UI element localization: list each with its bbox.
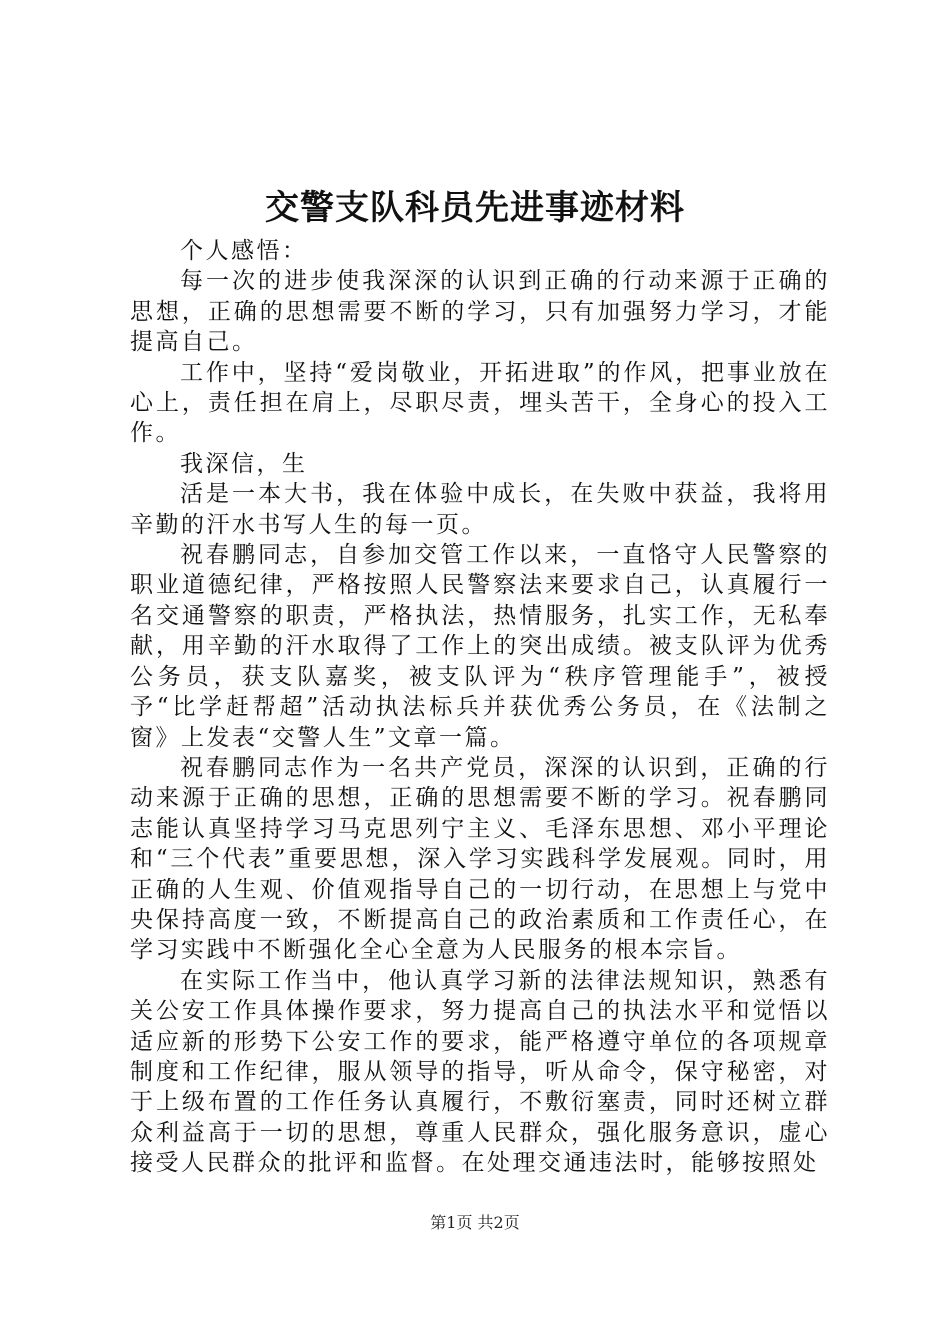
paragraph: 祝春鹏同志，自参加交管工作以来，一直恪守人民警察的职业道德纪律，严格按照人民警察法来要求自己，认真履行一名交通警察的职责，严格执法，热情服务，扎实工作，无私奉献，用辛勤的汗水取得了工作上的突出成绩。被支队评为优秀公务员，获支队嘉奖，被支队评为“秩序管理能手”，被授予“比学赶帮超”活动执法标兵并获优秀公务员，在《法制之窗》上发表“交警人生”文章一篇。 xyxy=(130,542,830,751)
paragraph: 祝春鹏同志作为一名共产党员，深深的认识到，正确的行动来源于正确的思想，正确的思想需要不断的学习。祝春鹏同志能认真坚持学习马克思列宁主义、毛泽东思想、邓小平理论和“三个代表”重要思想，深入学习实践科学发展观。同时，用正确的人生观、价值观指导自己的一切行动，在思想上与党中央保持高度一致，不断提高自己的政治素质和工作责任心，在学习实践中不断强化全心全意为人民服务的根本宗旨。 xyxy=(130,754,830,964)
document-title: 交警支队科员先进事迹材料 xyxy=(265,188,685,228)
paragraph: 活是一本大书，我在体验中成长，在失败中获益，我将用辛勤的汗水书写人生的每一页。 xyxy=(130,481,830,538)
paragraph: 在实际工作当中，他认真学习新的法律法规知识，熟悉有关公安工作具体操作要求，努力提高自己的执法水平和觉悟以适应新的形势下公安工作的要求，能严格遵守单位的各项规章制度和工作纪律，服从领导的指导，听从命令，保守秘密，对于上级布置的工作任务认真履行，不敷衍塞责，同时还树立群众利益高于一切的思想，尊重人民群众，强化服务意识，虚心接受人民群众的批评和监督。在处理交通违法时，能够按照处 xyxy=(130,967,830,1177)
document-body xyxy=(130,236,830,1179)
page-number-footer: 第1页 共2页 xyxy=(430,1213,520,1232)
paragraph: 我深信，生 xyxy=(180,450,308,477)
paragraph: 工作中，坚持“爱岗敬业，开拓进取”的作风，把事业放在心上，责任担在肩上，尽职尽责，埋头苦干，全身心的投入工作。 xyxy=(130,359,830,447)
paragraph: 每一次的进步使我深深的认识到正确的行动来源于正确的思想，正确的思想需要不断的学习，只有加强努力学习，才能提高自己。 xyxy=(130,268,830,356)
paragraph-heading: 个人感悟： xyxy=(180,238,308,264)
